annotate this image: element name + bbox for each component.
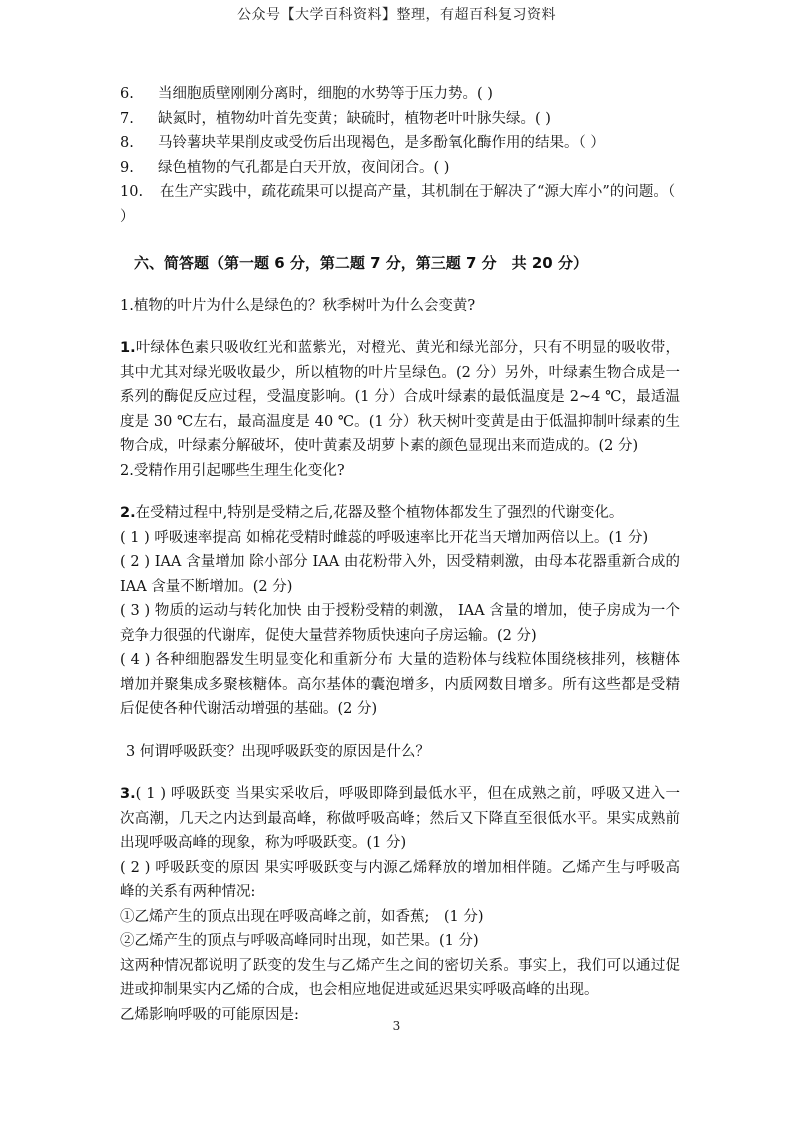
answer-3-part-1: 3.( 1 ) 呼吸跃变 当果实采收后，呼吸即降到最低水平，但在成熟之前，呼吸又进入一次高潮，几天之内达到最高峰，称做呼吸高峰；然后又下降直至很低水平。果实成熟前出现呼吸高峰的现象，称为呼吸跃变。(1 分) [120,786,680,851]
tf-item-8: 8. 马铃薯块苹果削皮或受伤后出现褐色，是多酚氧化酶作用的结果。（ ） [120,135,605,151]
answer-3-case-1: ①乙烯产生的顶点出现在呼吸高峰之前，如香蕉; (1 分) [120,908,484,925]
answer-3-part-4: 乙烯影响呼吸的可能原因是: [120,1006,299,1023]
answer-2-point: ( 1 ) 呼吸速率提高 如棉花受精时雌蕊的呼吸速率比开花当天增加两倍以上。(1 分) [120,529,649,546]
page-header: 公众号【大学百科资料】整理，有超百科复习资料 [237,7,556,23]
page-content [120,82,680,1027]
answer-2-point: ( 3 ) 物质的运动与转化加快 由于授粉受精的刺激， IAA 含量的增加，使子房成为一个竞争力很强的代谢库，促使大量营养物质快速向子房运输。(2 分) [120,603,680,644]
section-title: 六、简答题（第一题 6 分，第二题 7 分，第三题 7 分 共 20 分） [134,254,588,272]
answer-2-point: ( 4 ) 各种细胞器发生明显变化和重新分布 大量的造粉体与线粒体围绕核排列，核糖体增加并聚集成多聚核糖体。高尔基体的囊泡增多，内质网数目增多。所有这些都是受精后促使各种代谢活动增强的基础。(2 分) [120,652,680,717]
question-2: 2.受精作用引起哪些生理生化变化? [120,462,345,479]
answer-3-part-2: ( 2 ) 呼吸跃变的原因 果实呼吸跃变与内源乙烯释放的增加相伴随。乙烯产生与呼吸高峰的关系有两种情况: [120,859,680,900]
tf-item-6: 6. 当细胞质壁刚刚分离时，细胞的水势等于压力势。( ) [120,86,493,102]
page-number: 3 [392,1019,401,1033]
answer-3-case-2: ②乙烯产生的顶点与呼吸高峰同时出现，如芒果。(1 分) [120,933,479,949]
tf-item-7: 7. 缺氮时，植物幼叶首先变黄；缺硫时，植物老叶叶脉失绿。( ) [120,110,551,127]
question-3: 3 何谓呼吸跃变？出现呼吸跃变的原因是什么？ [126,743,430,760]
answer-3-part-3: 这两种情况都说明了跃变的发生与乙烯产生之间的密切关系。事实上，我们可以通过促进或抑制果实内乙烯的合成，也会相应地促进或延迟果实呼吸高峰的出现。 [120,957,680,998]
answer-2-intro: 2.在受精过程中,特别是受精之后,花器及整个植物体都发生了强烈的代谢变化。 [120,505,624,521]
tf-item-9: 9. 绿色植物的气孔都是白天开放，夜间闭合。( ) [120,159,450,176]
answer-1: 1.叶绿体色素只吸收红光和蓝紫光，对橙光、黄光和绿光部分，只有不明显的吸收带，其中尤其对绿光吸收最少，所以植物的叶片呈绿色。(2 分）另外，叶绿素生物合成是一系列的酶促反应过程，受温度影响。(1 分）合成叶绿素的最低温度是 2~4 ℃，最适温度是 30 ℃左右，最高温度是 40 ℃。(1 分）秋天树叶变黄是由于低温抑制叶绿素的生物合成，叶绿素分解破坏，使叶黄素及胡萝卜素的颜色显现出来而造成的。(2 分) [120,340,680,454]
tf-item-10: 10. 在生产实践中，疏花疏果可以提高产量，其机制在于解决了“源大库小”的问题。（ ） [120,184,676,225]
answer-2-point: ( 2 ) IAA 含量增加 除小部分 IAA 由花粉带入外，因受精刺激，由母本花器重新合成的 IAA 含量不断增加。(2 分) [120,554,680,595]
question-1: 1.植物的叶片为什么是绿色的？秋季树叶为什么会变黄? [120,297,476,314]
